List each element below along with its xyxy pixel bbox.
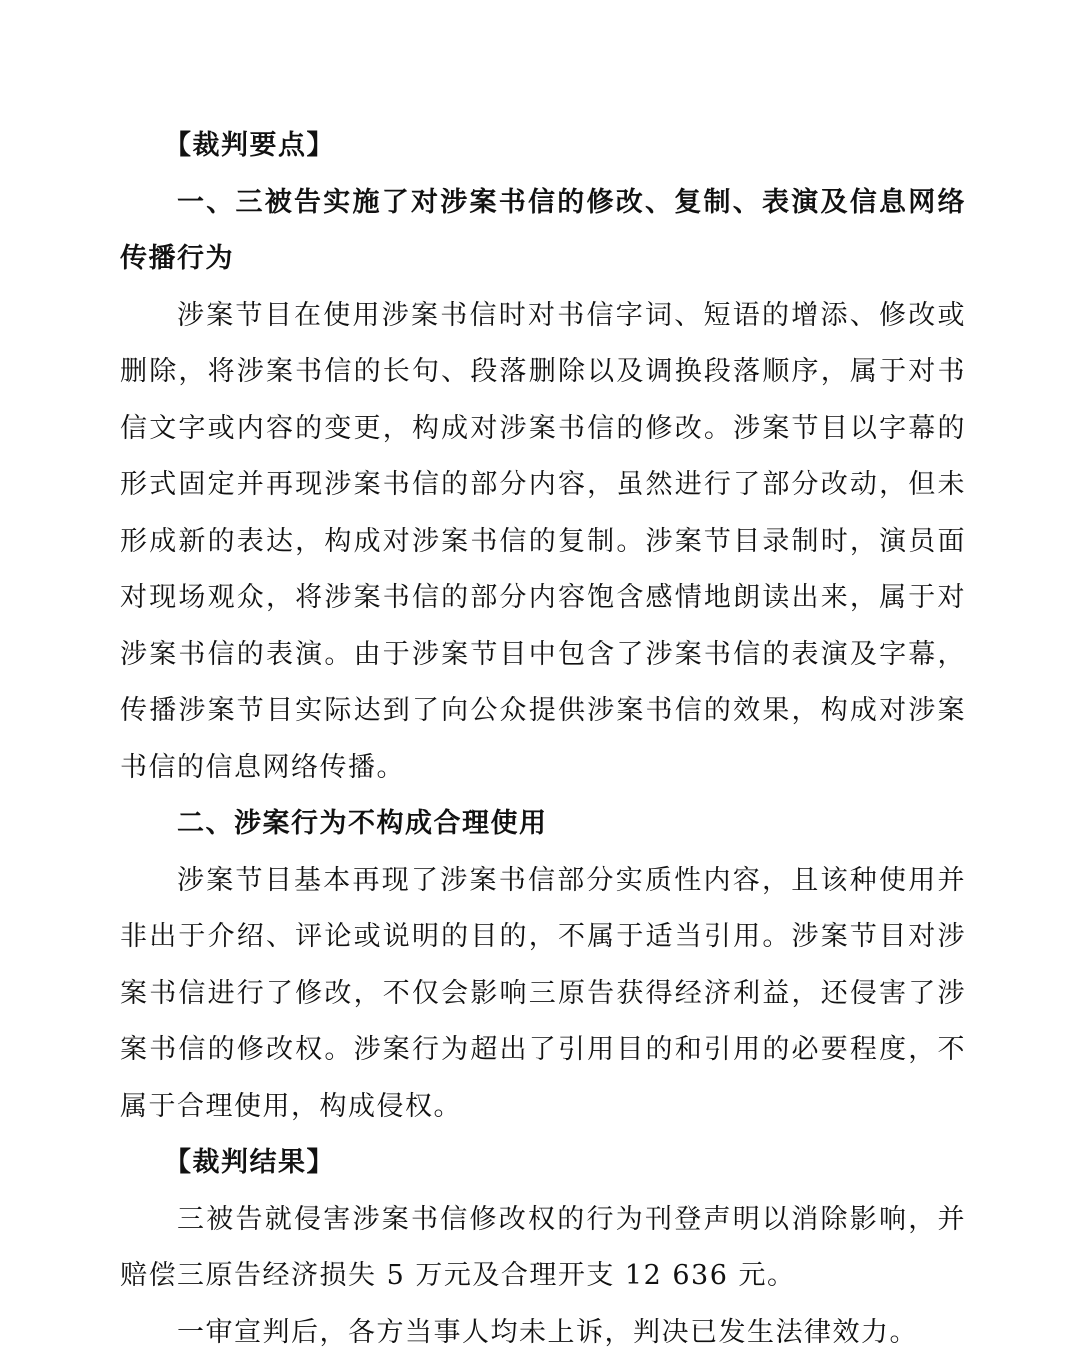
result-body: 三被告就侵害涉案书信修改权的行为刊登声明以消除影响，并赔偿三原告经济损失 5 万元及合理开支 12 636 元。 — [120, 1192, 966, 1305]
final-body: 一审宣判后，各方当事人均未上诉，判决已发生法律效力。 — [120, 1305, 966, 1361]
section-2-title: 二、涉案行为不构成合理使用 — [120, 796, 966, 853]
heading-judgment-points: 【裁判要点】 — [120, 118, 966, 175]
section-1-title: 一、三被告实施了对涉案书信的修改、复制、表演及信息网络传播行为 — [120, 175, 966, 288]
section-1-body: 涉案节目在使用涉案书信时对书信字词、短语的增添、修改或删除，将涉案书信的长句、段落删除以及调换段落顺序，属于对书信文字或内容的变更，构成对涉案书信的修改。涉案节目以字幕的形式固定并再现涉案书信的部分内容，虽然进行了部分改动，但未形成新的表达，构成对涉案书信的复制。涉案节目录制时，演员面对现场观众，将涉案书信的部分内容饱含感情地朗读出来，属于对涉案书信的表演。由于涉案节目中包含了涉案书信的表演及字幕，传播涉案节目实际达到了向公众提供涉案书信的效果，构成对涉案书信的信息网络传播。 — [120, 288, 966, 797]
document-page — [120, 118, 966, 1361]
heading-judgment-result: 【裁判结果】 — [120, 1135, 966, 1192]
section-2-body: 涉案节目基本再现了涉案书信部分实质性内容，且该种使用并非出于介绍、评论或说明的目的，不属于适当引用。涉案节目对涉案书信进行了修改，不仅会影响三原告获得经济利益，还侵害了涉案书信的修改权。涉案行为超出了引用目的和引用的必要程度，不属于合理使用，构成侵权。 — [120, 853, 966, 1136]
